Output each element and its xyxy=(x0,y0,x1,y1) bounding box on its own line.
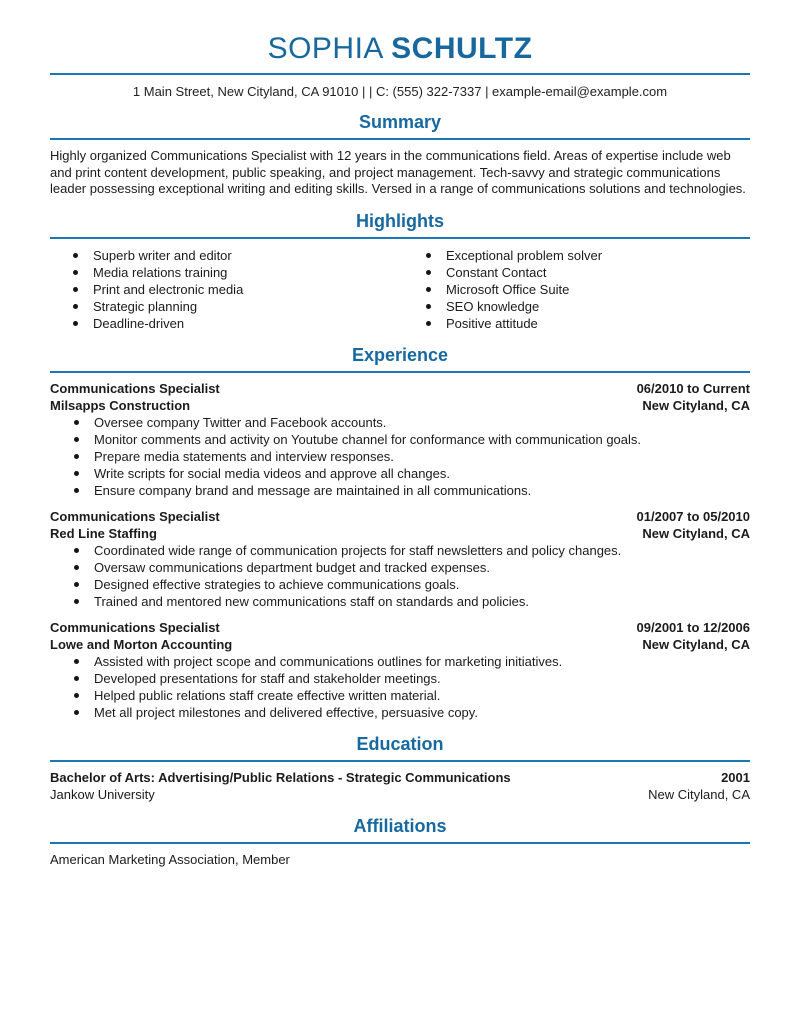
job-bullet-text: Oversaw communications department budget and tracked expenses. xyxy=(94,559,490,575)
job-bullet xyxy=(50,687,750,704)
section-divider xyxy=(50,371,750,373)
job-location: New Cityland, CA xyxy=(642,397,750,413)
section-experience xyxy=(50,345,750,721)
section-divider xyxy=(50,842,750,844)
bullet-icon xyxy=(74,659,79,664)
job-bullet xyxy=(50,542,750,559)
last-name: SCHULTZ xyxy=(391,32,533,65)
job-company: Lowe and Morton Accounting xyxy=(50,636,233,652)
job-entry xyxy=(50,380,750,499)
bullet-icon xyxy=(74,582,79,587)
section-divider xyxy=(50,760,750,762)
job-company-row xyxy=(50,525,750,542)
job-bullet-text: Monitor comments and activity on Youtube channel for conformance with communication goals. xyxy=(94,431,642,447)
highlight-item xyxy=(50,298,400,315)
section-title-highlights: Highlights xyxy=(356,210,444,231)
job-bullet-list xyxy=(50,653,750,721)
job-bullet-text: Prepare media statements and interview responses. xyxy=(94,448,394,464)
education-location: New Cityland, CA xyxy=(648,786,750,802)
job-company: Milsapps Construction xyxy=(50,397,191,413)
first-name: SOPHIA xyxy=(267,32,383,65)
highlight-item xyxy=(400,298,750,315)
bullet-icon xyxy=(73,253,78,258)
highlights-columns xyxy=(50,239,750,332)
highlight-item xyxy=(50,281,400,298)
bullet-icon xyxy=(73,287,78,292)
education-degree-row xyxy=(50,769,750,786)
job-bullet xyxy=(50,704,750,721)
job-entry xyxy=(50,508,750,610)
education-school-row xyxy=(50,786,750,803)
section-title-education: Education xyxy=(356,733,444,754)
highlight-text: SEO knowledge xyxy=(446,298,540,314)
bullet-icon xyxy=(426,253,431,258)
contact-line: 1 Main Street, New Cityland, CA 91010 | | C: (555) 322-7337 | example-email@example.com xyxy=(132,84,668,99)
job-bullet xyxy=(50,431,750,448)
header xyxy=(50,32,750,99)
highlight-item xyxy=(400,281,750,298)
candidate-name xyxy=(50,32,750,66)
highlights-right-list xyxy=(400,247,750,332)
job-bullet xyxy=(50,414,750,431)
summary-text: Highly organized Communications Specialist with 12 years in the communications field. Areas of expertise include web and print content development, public speaking, and project management. Tech-savvy and strategic communications leader possessing exceptional writing and editing skills. Versed in a range of communications solutions and technologies. xyxy=(50,148,746,196)
section-summary xyxy=(50,112,750,198)
section-title-affiliations: Affiliations xyxy=(353,815,447,836)
job-bullet xyxy=(50,465,750,482)
bullet-icon xyxy=(74,599,79,604)
highlight-item xyxy=(400,315,750,332)
bullet-icon xyxy=(74,676,79,681)
highlight-text: Strategic planning xyxy=(93,298,198,314)
job-bullet-text: Ensure company brand and message are maintained in all communications. xyxy=(94,482,532,498)
job-bullet-list xyxy=(50,414,750,499)
highlight-text: Positive attitude xyxy=(446,315,538,331)
header-divider xyxy=(50,73,750,75)
bullet-icon xyxy=(426,270,431,275)
job-bullet-text: Developed presentations for staff and stakeholder meetings. xyxy=(94,670,441,686)
job-title: Communications Specialist xyxy=(50,508,220,524)
job-dates: 01/2007 to 05/2010 xyxy=(636,508,750,524)
highlight-text: Constant Contact xyxy=(446,264,547,280)
affiliation-item: American Marketing Association, Member xyxy=(50,851,290,867)
highlight-item xyxy=(400,264,750,281)
highlight-text: Microsoft Office Suite xyxy=(446,281,570,297)
job-bullet-text: Designed effective strategies to achieve communications goals. xyxy=(94,576,460,592)
highlight-text: Deadline-driven xyxy=(93,315,185,331)
job-company: Red Line Staffing xyxy=(50,525,157,541)
job-bullet xyxy=(50,670,750,687)
job-company-row xyxy=(50,397,750,414)
section-divider xyxy=(50,138,750,140)
bullet-icon xyxy=(73,304,78,309)
job-title-row xyxy=(50,508,750,525)
bullet-icon xyxy=(426,321,431,326)
highlight-item xyxy=(50,315,400,332)
job-bullet xyxy=(50,593,750,610)
job-bullet-text: Coordinated wide range of communication projects for staff newsletters and policy changes. xyxy=(94,542,622,558)
bullet-icon xyxy=(426,304,431,309)
bullet-icon xyxy=(74,488,79,493)
job-bullet-text: Write scripts for social media videos and approve all changes. xyxy=(94,465,450,481)
affiliations-list xyxy=(50,851,750,868)
bullet-icon xyxy=(74,437,79,442)
bullet-icon xyxy=(74,565,79,570)
bullet-icon xyxy=(426,287,431,292)
highlight-text: Media relations training xyxy=(93,264,228,280)
job-company-row xyxy=(50,636,750,653)
section-title-summary: Summary xyxy=(358,112,442,132)
highlight-item xyxy=(400,247,750,264)
bullet-icon xyxy=(74,454,79,459)
job-bullet xyxy=(50,482,750,499)
job-bullet xyxy=(50,653,750,670)
section-education xyxy=(50,734,750,803)
job-entry xyxy=(50,619,750,721)
highlight-text: Exceptional problem solver xyxy=(446,247,603,263)
job-bullet-text: Trained and mentored new communications staff on standards and policies. xyxy=(94,593,530,609)
job-location: New Cityland, CA xyxy=(642,525,750,541)
highlight-item xyxy=(50,247,400,264)
bullet-icon xyxy=(74,420,79,425)
education-school: Jankow University xyxy=(50,786,155,802)
bullet-icon xyxy=(73,270,78,275)
job-bullet-text: Assisted with project scope and communications outlines for marketing initiatives. xyxy=(94,653,563,669)
bullet-icon xyxy=(74,693,79,698)
job-bullet xyxy=(50,576,750,593)
job-dates: 09/2001 to 12/2006 xyxy=(636,619,750,635)
section-highlights xyxy=(50,211,750,332)
job-title-row xyxy=(50,380,750,397)
bullet-icon xyxy=(74,548,79,553)
section-affiliations xyxy=(50,816,750,868)
education-year: 2001 xyxy=(721,769,750,785)
job-bullet-text: Helped public relations staff create effective written material. xyxy=(94,687,441,703)
education-degree: Bachelor of Arts: Advertising/Public Relations - Strategic Communications xyxy=(50,769,511,785)
bullet-icon xyxy=(73,321,78,326)
job-dates: 06/2010 to Current xyxy=(636,380,750,396)
highlight-text: Superb writer and editor xyxy=(93,247,232,263)
job-location: New Cityland, CA xyxy=(642,636,750,652)
highlights-left-list xyxy=(50,247,400,332)
section-title-experience: Experience xyxy=(351,344,449,365)
education-entry xyxy=(50,769,750,803)
job-bullet-text: Met all project milestones and delivered effective, persuasive copy. xyxy=(94,704,478,720)
job-title-row xyxy=(50,619,750,636)
job-bullet xyxy=(50,448,750,465)
highlight-text: Print and electronic media xyxy=(93,281,244,297)
job-bullet-text: Oversee company Twitter and Facebook accounts. xyxy=(94,414,387,430)
bullet-icon xyxy=(74,471,79,476)
highlight-item xyxy=(50,264,400,281)
job-bullet-list xyxy=(50,542,750,610)
bullet-icon xyxy=(74,710,79,715)
job-bullet xyxy=(50,559,750,576)
job-title: Communications Specialist xyxy=(50,619,220,635)
job-title: Communications Specialist xyxy=(50,380,220,396)
